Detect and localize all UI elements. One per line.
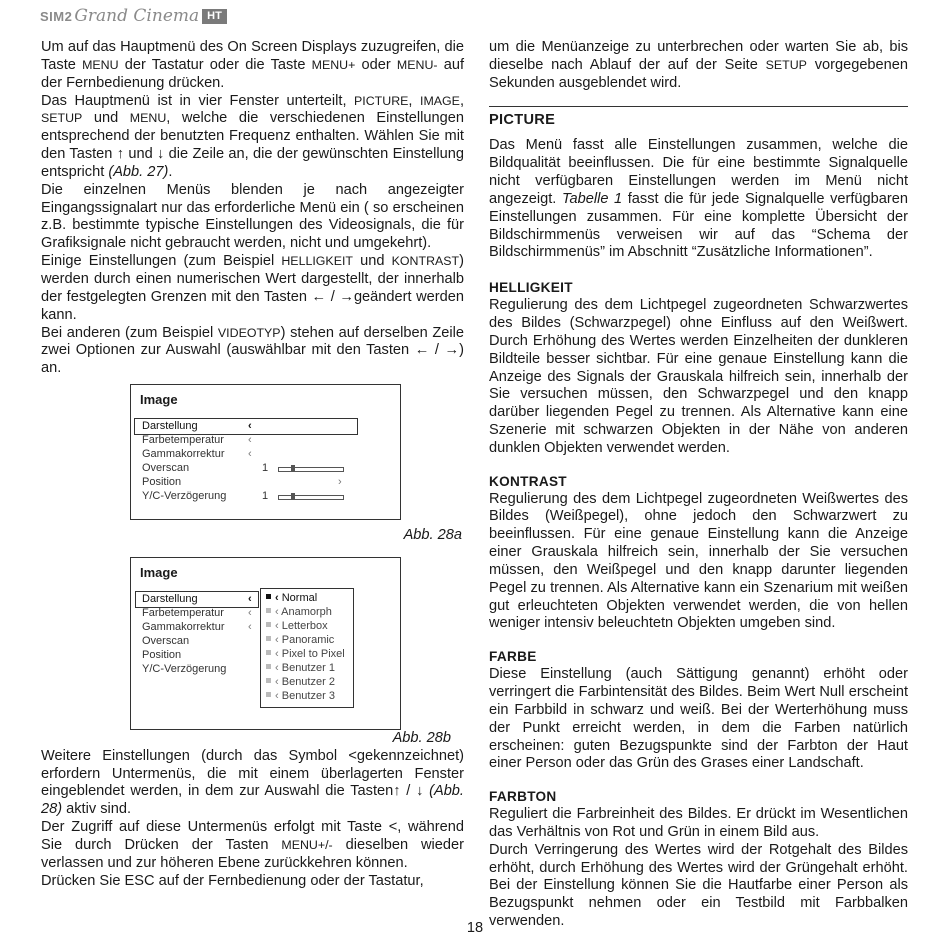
chevron-left-icon: ‹ [275, 619, 279, 632]
paragraph: Durch Verringerung des Wertes wird der Rotgehalt des Bildes erhöht, durch Erhöhung des Wertes wird der Grüngehalt erhöht. Bei der Einstellung können Sie die Hautfarbe einer Person als Bezugspunkt nehmen oder ein Testbild mit Farbbalken verwenden. [489, 841, 908, 930]
heading-farbe: FARBE [489, 649, 537, 665]
osd-menu-figure-28a [130, 384, 401, 520]
submenu-option: ‹ Pixel to Pixel [266, 648, 345, 661]
submenu-option: ‹ Panoramic [266, 634, 334, 647]
arrow-right-icon: → [444, 342, 460, 359]
paragraph: Weitere Einstellungen (durch das Symbol <gekennzeichnet) erfordern Untermenüs, die mit einem überlagerten Fenster eingeblendet werden, in dem zur Auswahl die Tasten↑ / ↓ (Abb. 28) aktiv sind. [41, 747, 464, 818]
submenu-option: ‹ Benutzer 2 [266, 676, 335, 689]
right-column [489, 39, 908, 931]
yc-delay-slider [278, 495, 344, 500]
chevron-left-icon: ‹ [248, 420, 252, 433]
marker-icon [266, 692, 271, 697]
menu-row: Overscan [142, 634, 190, 647]
marker-icon [266, 664, 271, 669]
arrow-down-icon: ↓ [157, 146, 165, 163]
arrow-up-icon: ↑ [116, 146, 125, 163]
arrow-left-icon: ← [414, 342, 430, 359]
arrow-up-icon: ↑ [393, 783, 401, 800]
submenu-option: ‹ Benutzer 3 [266, 690, 335, 703]
chevron-left-icon: ‹ [275, 689, 279, 702]
arrow-down-icon: ↓ [416, 783, 424, 800]
figure-caption: Abb. 28b [392, 729, 451, 746]
product-name: Grand Cinema [74, 6, 200, 26]
chevron-left-icon: ‹ [248, 448, 252, 461]
menu-title: Image [140, 564, 178, 580]
menu-row: Y/C-Verzögerung [142, 662, 227, 675]
paragraph: um die Menüanzeige zu unterbrechen oder warten Sie ab, bis dieselbe nach Ablauf der auf der Seite SETUP vorgegebenen Sekunden ausgeblendet wird. [489, 39, 909, 91]
menu-row: Position [142, 476, 182, 489]
paragraph: Um auf das Hauptmenü des On Screen Displays zuzugreifen, die Taste MENU der Tastatur oder die Taste MENU+ oder MENU- auf der Fernbedienung drücken. [41, 39, 464, 91]
menu-row: Y/C-Verzögerung [142, 490, 227, 503]
paragraph: Das Hauptmenü ist in vier Fenster unterteilt, PICTURE, IMAGE, SETUP und MENU, welche die verschiedenen Einstellungen entsprechend der benutzten Frequenz enthalten. Wählen Sie mit den Tasten ↑ und ↓ die Zeile an, die der gewünschten Einstellung entspricht (Abb. 27). [41, 92, 464, 180]
arrow-left-icon: ← [311, 288, 327, 305]
chevron-left-icon: ‹ [248, 434, 252, 447]
chevron-left-icon: ‹ [275, 675, 279, 688]
left-column [41, 39, 464, 890]
menu-value: 1 [262, 490, 269, 503]
osd-menu-figure-28b [130, 557, 401, 730]
paragraph: Diese Einstellung (auch Sättigung genannt) erhöht oder verringert die Farbintensität des Bildes. Beim Wert Null erscheint ein Farbbild in schwarz und weiß. Bei der Werterhöhung muss der Punkt erreicht werden, in dem die Farben natürlich erscheinen: guten Bezugspunkte sind der Farbton der Haut einer Person oder das Grün des Grases einer Landschaft. [489, 666, 908, 772]
menu-value: 1 [262, 462, 269, 475]
marker-icon [266, 650, 271, 655]
menu-row: Darstellung [142, 592, 198, 605]
product-badge: HT [202, 9, 227, 24]
chevron-left-icon: ‹ [248, 606, 252, 619]
heading-helligkeit: HELLIGKEIT [489, 280, 573, 296]
submenu-option: ‹ Normal [266, 592, 317, 605]
marker-icon [266, 678, 271, 683]
paragraph: Reguliert die Farbreinheit des Bildes. Er drückt im Wesentlichen das Verhältnis von Rot und Grün in einem Bild aus. [489, 806, 908, 840]
paragraph: Bei anderen (zum Beispiel VIDEOTYP) stehen auf derselben Zeile zwei Optionen zur Auswahl (auswählbar mit den Tasten ← / →) an. [41, 324, 464, 377]
heading-farbton: FARBTON [489, 789, 557, 805]
figure-caption: Abb. 28a [403, 527, 462, 544]
paragraph: Die einzelnen Menüs blenden je nach angezeigter Eingangssignalart nur das erforderliche Menü ein ( so erscheinen z.B. bestimmte typische Einstellungen des Videosignals, die für Grafiksignale nicht gebraucht werden, nicht und umgekehrt). [41, 181, 464, 252]
arrow-right-icon: → [339, 288, 354, 305]
paragraph: Das Menü fasst alle Einstellungen zusammen, welche die Bildqualität beeinflussen. Die für eine bestimmte Signalquelle nicht verfügbaren Einstellungen werden im Menü nicht angezeigt. Tabelle 1 fasst die für jede Signalquelle verfügbaren Einstellungen zusammen. Für eine komplette Übersicht der Bildschirmmenüs verweisen wir auf das “Schema der Bildschirmmenüs” im Abschnitt “Zusätzliche Informationen”. [489, 137, 908, 261]
chevron-left-icon: ‹ [275, 605, 279, 618]
paragraph: Drücken Sie ESC auf der Fernbedienung oder der Tastatur, [41, 872, 424, 889]
menu-row: Farbetemperatur [142, 606, 224, 619]
marker-icon [266, 608, 271, 613]
brand-name: SIM2 [40, 8, 73, 24]
overscan-slider [278, 467, 344, 472]
paragraph: Regulierung des dem Lichtpegel zugeordneten Schwarzwertes des Bildes (Schwarzpegel) ohne Einfluss auf den Weißwert. Durch Erhöhung des Wertes werden Einzelheiten der dunkleren Bildteile besser sichtbar. Für eine genaue Einstellung kann die Anzeige des Signals der Grauskala hilfreich sein, innerhalb der Sie versuchen müssen, den Schwarzpegel und den knapp darüber liegenden Pegel zu trennen. Als Alternative kann eine Szenerie mit schwarzen Objekten in der Nähe von anderen dunklen Objekten verwendet werden. [489, 297, 908, 456]
menu-row: Gammakorrektur [142, 620, 225, 633]
selected-marker-icon [266, 594, 271, 599]
chevron-left-icon: ‹ [275, 633, 279, 646]
paragraph: Einige Einstellungen (zum Beispiel HELLIGKEIT und KONTRAST) werden durch einen numerischen Wert dargestellt, der innerhalb der festgelegten Grenzen mit den Tasten ← / →geändert werden kann. [41, 253, 464, 323]
chevron-left-icon: ‹ [248, 620, 252, 633]
menu-title: Image [140, 392, 178, 408]
chevron-left-icon: ‹ [275, 647, 279, 660]
display-mode-submenu [260, 588, 354, 708]
submenu-option: ‹ Letterbox [266, 620, 328, 633]
submenu-option: ‹ Anamorph [266, 606, 332, 619]
menu-row: Farbetemperatur [142, 434, 224, 447]
paragraph: Regulierung des dem Lichtpegel zugeordneten Weißwertes des Bildes (Weißpegel), ohne jedoch den Schwarzwert zu beeinflussen. Für eine genaue Einstellung kann die Anzeige einer Grauskala hilfreich sein, innerhalb der Sie versuchen müssen, den Weißpegel und den knapp darunter liegenden Pegel zu trennen. Als Alternative kann ein Szenarium mit weißen gut erleuchteten Objekten verwendet werden, die von hellen weniger intensiv beleuchtetn Objekten umgeben sind. [489, 490, 908, 632]
menu-row: Gammakorrektur [142, 448, 225, 461]
chevron-right-icon: › [338, 476, 342, 489]
brand-logo [40, 7, 227, 25]
menu-row: Darstellung [142, 420, 198, 433]
marker-icon [266, 622, 271, 627]
menu-row: Overscan [142, 462, 190, 475]
marker-icon [266, 636, 271, 641]
chevron-left-icon: ‹ [248, 592, 252, 605]
page-number: 18 [466, 920, 484, 936]
section-heading-picture: PICTURE [489, 111, 556, 128]
menu-row: Position [142, 648, 182, 661]
chevron-left-icon: ‹ [275, 591, 279, 604]
paragraph: Der Zugriff auf diese Untermenüs erfolgt mit Taste <, während Sie durch Drücken der Tasten MENU+/- dieselben wieder verlassen und zur höheren Ebene zurückkehren können. [41, 819, 464, 871]
submenu-option: ‹ Benutzer 1 [266, 662, 335, 675]
section-divider [489, 106, 908, 107]
chevron-left-icon: ‹ [275, 661, 279, 674]
heading-kontrast: KONTRAST [489, 473, 567, 489]
